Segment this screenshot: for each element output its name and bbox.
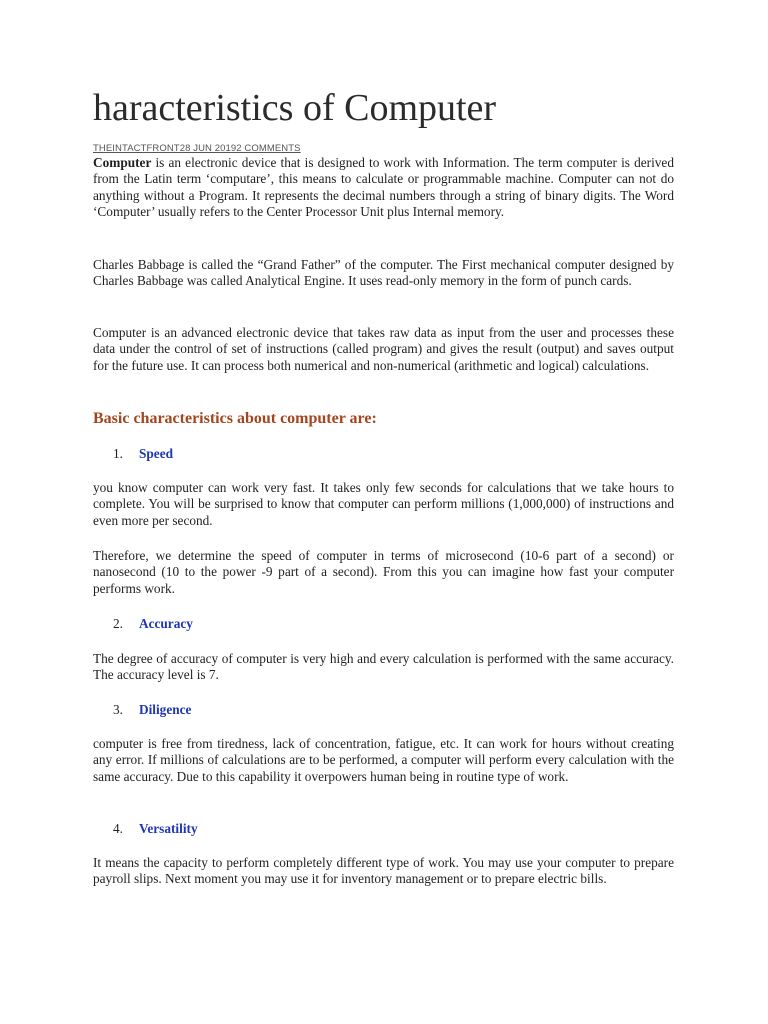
list-item-versatility bbox=[113, 820, 198, 838]
list-label-speed: Speed bbox=[139, 446, 173, 461]
byline-link[interactable]: THEINTACTFRONT28 JUN 20192 COMMENTS bbox=[93, 143, 301, 154]
intro-paragraph bbox=[93, 155, 674, 220]
list-number: 1. bbox=[113, 446, 123, 461]
speed-paragraph-1: you know computer can work very fast. It takes only few seconds for calculations that we take hours to complete. You will be surprised to know that computer can perform millions (1,000,000) of instructions and even more per second. bbox=[93, 480, 674, 528]
list-number: 3. bbox=[113, 702, 123, 717]
list-item-diligence bbox=[113, 701, 191, 719]
list-number: 4. bbox=[113, 821, 123, 836]
diligence-paragraph: computer is free from tiredness, lack of concentration, fatigue, etc. It can work for hours without creating any error. If millions of calculations are to be performed, a computer will perform every calculation with the same accuracy. Due to this capability it overpowers human being in routine type of work. bbox=[93, 736, 674, 784]
list-label-diligence: Diligence bbox=[139, 702, 192, 717]
list-label-accuracy: Accuracy bbox=[139, 616, 193, 631]
babbage-paragraph: Charles Babbage is called the “Grand Father” of the computer. The First mechanical computer designed by Charles Babbage was called Analytical Engine. It uses read-only memory in the form of punch cards. bbox=[93, 257, 674, 289]
list-item-accuracy bbox=[113, 615, 193, 633]
versatility-paragraph: It means the capacity to perform completely different type of work. You may use your computer to prepare payroll slips. Next moment you may use it for inventory management or to prepare electric bills. bbox=[93, 855, 674, 887]
accuracy-paragraph: The degree of accuracy of computer is very high and every calculation is performed with the same accuracy. The accuracy level is 7. bbox=[93, 651, 674, 683]
intro-body-text: is an electronic device that is designed to work with Information. The term computer is derived from the Latin term ‘computare’, this means to calculate or programmable machine. Computer can not do anything without a Program. It represents the decimal numbers through a string of binary digits. The Word ‘Computer’ usually refers to the Center Processor Unit plus Internal memory. bbox=[93, 155, 674, 219]
list-label-versatility: Versatility bbox=[139, 821, 198, 836]
intro-lead-term: Computer bbox=[93, 155, 152, 170]
definition-paragraph: Computer is an advanced electronic device that takes raw data as input from the user and processes these data under the control of set of instructions (called program) and gives the result (output) and saves output for the future use. It can process both numerical and non-numerical (arithmetic and logical) calculations. bbox=[93, 325, 674, 373]
speed-paragraph-2: Therefore, we determine the speed of computer in terms of microsecond (10-6 part of a second) or nanosecond (10 to the power -9 part of a second). From this you can imagine how fast your computer performs work. bbox=[93, 548, 674, 596]
list-number: 2. bbox=[113, 616, 123, 631]
section-heading: Basic characteristics about computer are: bbox=[93, 410, 377, 427]
page-title: haracteristics of Computer bbox=[93, 87, 497, 129]
list-item-speed bbox=[113, 445, 173, 463]
